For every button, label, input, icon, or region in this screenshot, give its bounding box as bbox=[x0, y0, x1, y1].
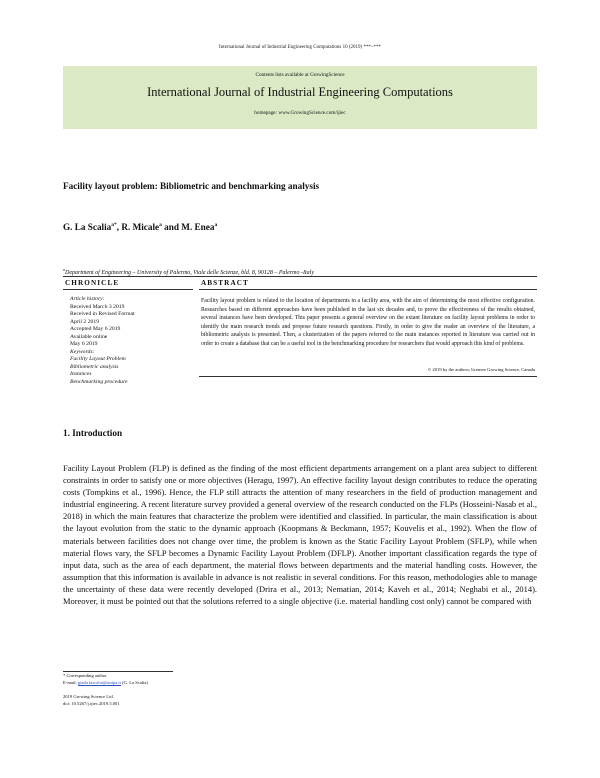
keyword: Benchmarking procedure bbox=[70, 379, 128, 386]
chronicle-line: Received in Revised Format bbox=[70, 311, 135, 318]
author-affiliation-mark: a* bbox=[111, 222, 117, 228]
chronicle-line: Article history: bbox=[70, 296, 105, 302]
abstract-heading: ABSTRACT bbox=[201, 279, 249, 287]
publisher-notes bbox=[63, 693, 120, 707]
introduction-body bbox=[63, 462, 537, 607]
author-separator: and bbox=[161, 222, 182, 233]
header-rule bbox=[63, 276, 537, 277]
footnotes bbox=[63, 672, 148, 686]
author-name: R. Micale bbox=[121, 222, 160, 233]
email-line bbox=[63, 679, 148, 686]
journal-title: International Journal of Industrial Engineering Computations bbox=[147, 85, 453, 99]
email-suffix: (G. La Scalia) bbox=[120, 680, 148, 685]
copyright-notice: © 2019 by the authors; licensee Growing Science, Canada bbox=[427, 367, 535, 372]
running-head: International Journal of Industrial Engineering Computations 10 (2019) ***–*** bbox=[219, 45, 381, 50]
author-separator: , bbox=[116, 222, 122, 233]
abstract-text: Facility layout problem is related to the location of departments in a facility area, with the aim of determining the most effective configuration. Researches based on different approaches have been published in the last six decades and, to prove the effectiveness of the results obtained, several instances have been developed. This paper presents a general overview on the extant literature on facility layout problems in order to identify the main research trends and propose future research questions. Firstly, in order to give the reader an overview of the literature, a bibliometric analysis is presented. Then, a clusterization of the papers referred to the main instances reported in literature was carried out in order to create a database that can be a useful tool in the benchmarking procedure for researchers that would approach this kind of problems. bbox=[201, 298, 535, 347]
affiliation-text: Department of Engineering – University of Palermo, Viale delle Scienze, bld. 8, 90128 – Palermo -Italy bbox=[65, 270, 315, 276]
chronicle-line: Available online bbox=[70, 333, 108, 340]
journal-banner bbox=[63, 66, 537, 129]
author-list bbox=[63, 222, 217, 232]
corresponding-author-note: * Corresponding author bbox=[63, 673, 107, 678]
chronicle-line: May 6 2019 bbox=[70, 341, 98, 348]
keywords-label: Keywords: bbox=[70, 348, 95, 355]
chronicle-line: April 2 2019 bbox=[70, 318, 100, 325]
email-label: E-mail: bbox=[63, 680, 78, 685]
publisher-line: 2019 Growing Science Ltd. bbox=[63, 694, 114, 699]
author-affiliation-mark: a bbox=[159, 222, 162, 228]
paper-title: Facility layout problem: Bibliometric and benchmarking analysis bbox=[63, 181, 320, 191]
chronicle-line: Received March 3 2019 bbox=[70, 303, 125, 310]
author-affiliation-mark: a bbox=[214, 222, 218, 228]
abstract-bottom-rule bbox=[199, 376, 537, 377]
keyword: Facility Layout Problem bbox=[70, 356, 126, 363]
keyword: Bibliometric analysis bbox=[70, 363, 119, 370]
journal-homepage[interactable]: homepage: www.GrowingScience.com/ijiec bbox=[254, 110, 346, 116]
author-name: M. Enea bbox=[181, 222, 215, 233]
affiliation-mark: a bbox=[63, 267, 65, 272]
affiliation bbox=[63, 267, 314, 276]
section-heading: 1. Introduction bbox=[63, 428, 123, 438]
introduction-paragraph: Facility Layout Problem (FLP) is defined as the finding of the most efficient departments arrangement on a plant area subject to different constraints in order to satisfy one or more objectives (Heragu, 1997). An effective facility layout design contributes to reduce the operating costs (Tompkins et al., 1996). Hence, the FLP still attracts the attention of many researchers in the field of production management and industrial engineering. A recent literature survey provided a general overview of the research conducted on the FLPs (Hosseini-Nasab et al., 2018) in which the main features that characterize the problem were identified and classified. In particular, the main classification is about the layout evolution from the static to the dynamic approach (Koopmans & Beckmann, 1957; Kouvelis et al., 1992). When the flow of materials between facilities does not change over time, the problem is known as the Static Facility Layout Problem (SFLP), while when material flows vary, the SFLP becomes a Dynamic Facility Layout Problem (DFLP). Another important classification regards the type of input data, such as the area of each department, the material flows between departments and the material handling costs. However, the assumption that this information is available in advance is not realistic in several conditions. For this reason, methodologies able to manage the uncertainty of these data were recently developed (Drira et al., 2013; Nematian, 2014; Kaveh et al., 2014; Neghabi et al., 2014). Moreover, it must be pointed out that the solutions referred to a single objective (i.e. material handling cost only) cannot be compared with bbox=[63, 463, 537, 607]
author-name: G. La Scalia bbox=[63, 222, 112, 233]
chronicle-line: Accepted May 6 2019 bbox=[70, 326, 121, 333]
article-chronicle bbox=[70, 296, 190, 387]
doi-line: doi: 10.5267/j.ijiec.2019.5.001 bbox=[63, 701, 120, 706]
email-link[interactable]: giada.lascalia@unipa.it bbox=[77, 680, 121, 685]
chronicle-rule bbox=[63, 289, 193, 290]
chronicle-heading: CHRONICLE bbox=[65, 279, 120, 287]
keyword: Instances bbox=[70, 371, 92, 378]
contents-availability-line: Contents lists available at GrowingScience bbox=[255, 72, 345, 78]
abstract-rule bbox=[199, 289, 537, 290]
